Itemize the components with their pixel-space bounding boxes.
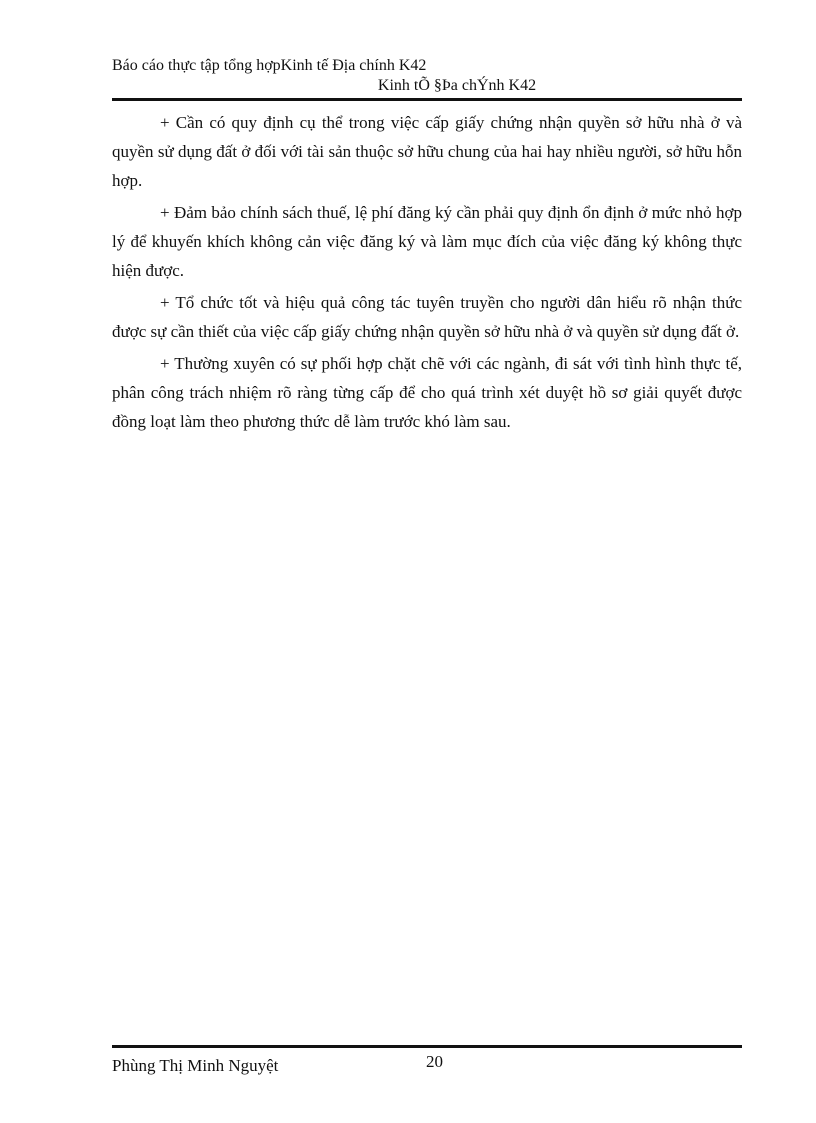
header-title: Báo cáo thực tập tổng hợpKinh tế Địa chính K42 <box>112 57 427 74</box>
document-body <box>112 108 742 439</box>
header-divider <box>112 98 742 101</box>
footer-row <box>112 1048 742 1075</box>
page-header <box>112 56 742 101</box>
paragraph-3: + Tổ chức tốt và hiệu quả công tác tuyên truyền cho người dân hiểu rõ nhận thức được sự cần thiết của việc cấp giấy chứng nhận quyền sở hữu nhà ở và quyền sử dụng đất ở. <box>112 293 742 341</box>
paragraph-2: + Đảm bảo chính sách thuế, lệ phí đăng ký cần phải quy định ổn định ở mức nhỏ hợp lý để khuyến khích không cản việc đăng ký và làm mục đích của việc đăng ký không thực hiện được. <box>112 203 742 280</box>
header-subtitle: Kinh tÕ §Þa chÝnh K42 <box>377 77 537 94</box>
author-name: Phùng Thị Minh Nguyệt <box>112 1056 279 1075</box>
paragraph-4: + Thường xuyên có sự phối hợp chặt chẽ với các ngành, đi sát với tình hình thực tế, phân công trách nhiệm rõ ràng từng cấp để cho quá trình xét duyệt hồ sơ giải quyết được đồng loạt làm theo phương thức dễ làm trước khó làm sau. <box>112 354 742 431</box>
page-number: 20 <box>426 1052 443 1071</box>
page-footer <box>112 1045 742 1075</box>
paragraph-1: + Cần có quy định cụ thể trong việc cấp giấy chứng nhận quyền sở hữu nhà ở và quyền sử dụng đất ở đối với tài sản thuộc sở hữu chung của hai hay nhiều người, sở hữu hỗn hợp. <box>112 113 742 190</box>
